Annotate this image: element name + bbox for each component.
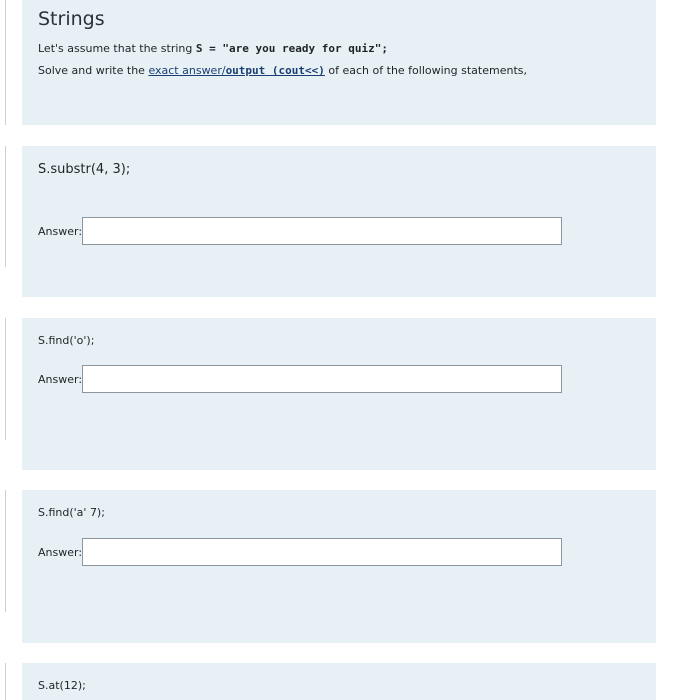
intro-line-1 xyxy=(38,42,388,55)
left-border-line xyxy=(0,490,6,612)
answer-input[interactable] xyxy=(82,365,562,393)
intro-line-2-prefix: Solve and write the xyxy=(38,64,149,77)
question-panel xyxy=(22,146,656,297)
intro-line-2-suffix: of each of the following statements, xyxy=(324,64,527,77)
intro-panel xyxy=(22,0,656,125)
answer-input[interactable] xyxy=(82,217,562,245)
string-definition-code: S = "are you ready for quiz"; xyxy=(195,42,388,55)
question-statement: S.substr(4, 3); xyxy=(38,162,131,177)
exact-answer-link[interactable]: exact answer/ xyxy=(148,64,226,77)
answer-label: Answer: xyxy=(38,225,83,238)
question-panel xyxy=(22,490,656,643)
left-border-line xyxy=(0,318,6,440)
left-border-line xyxy=(0,0,6,125)
question-statement: S.at(12); xyxy=(38,679,86,692)
question-statement: S.find('o'); xyxy=(38,334,95,347)
question-panel xyxy=(22,663,656,700)
question-panel xyxy=(22,318,656,470)
answer-input[interactable] xyxy=(82,538,562,566)
answer-label: Answer: xyxy=(38,373,83,386)
left-border-line xyxy=(0,663,6,700)
intro-line-2 xyxy=(38,64,527,77)
question-statement: S.find('a' 7); xyxy=(38,506,105,519)
intro-line-1-prefix: Let's assume that the string xyxy=(38,42,196,55)
left-border-line xyxy=(0,146,6,267)
output-cout-link[interactable]: output (cout<<) xyxy=(225,64,325,77)
page-title: Strings xyxy=(38,8,105,30)
answer-label: Answer: xyxy=(38,546,83,559)
